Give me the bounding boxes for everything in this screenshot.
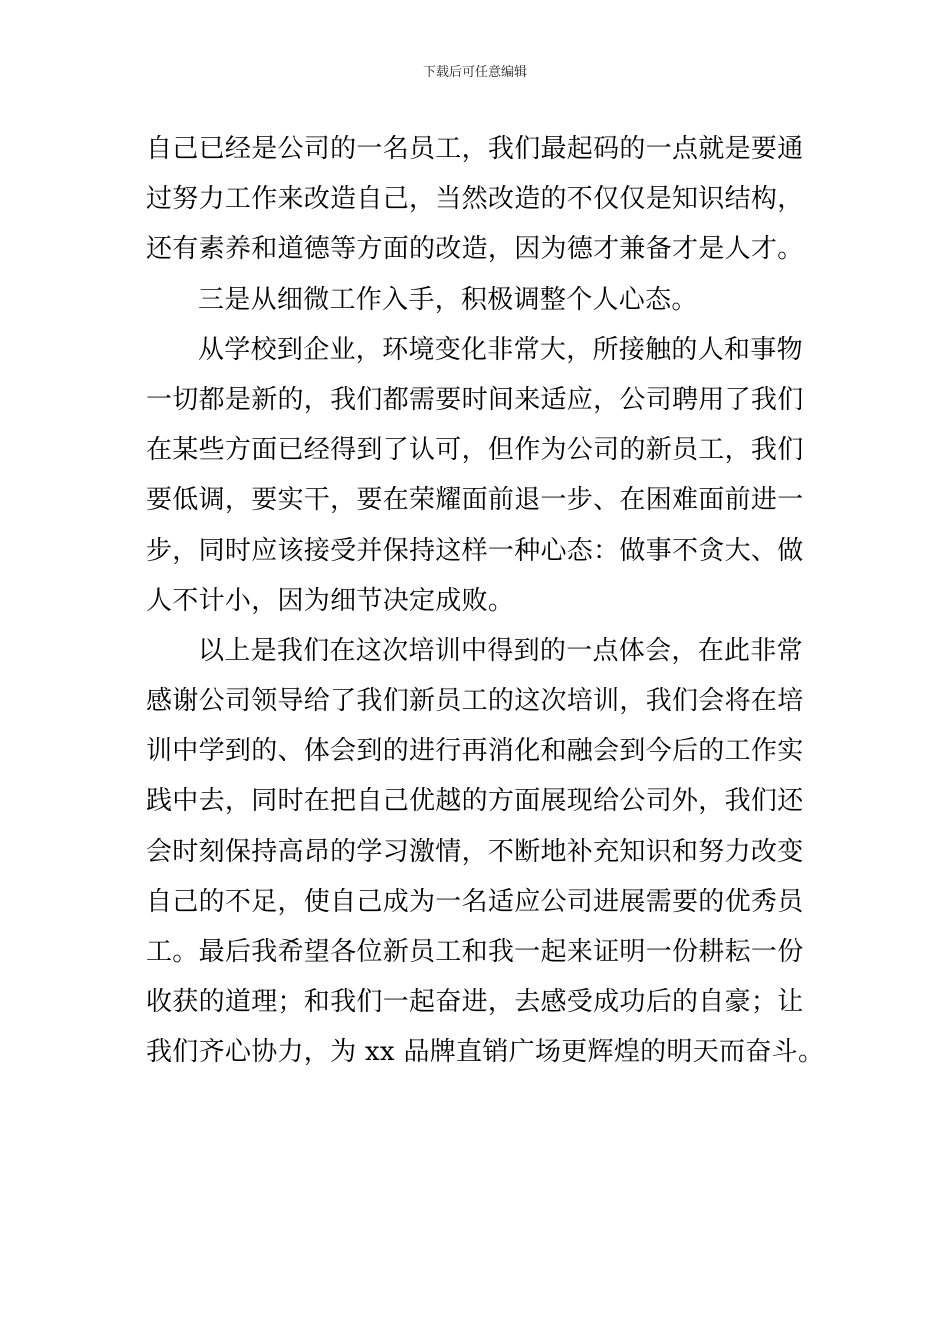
text-line: 在某些方面已经得到了认可，但作为公司的新员工，我们: [146, 435, 804, 466]
text-line: 自己已经是公司的一名员工，我们最起码的一点就是要通: [146, 134, 804, 164]
text-line: 三是从细微工作入手，积极调整个人心态。: [198, 284, 698, 315]
paragraph: [146, 626, 825, 1078]
page-header: 下载后可任意编辑: [422, 65, 527, 80]
text-line: 会时刻保持高昂的学习激情，不断地补充知识和努力改变: [146, 836, 804, 867]
text-line: 感谢公司领导给了我们新员工的这次培训，我们会将在培: [146, 686, 804, 717]
paragraph: [146, 124, 812, 275]
text-line: 还有素养和道德等方面的改造，因为德才兼备才是人才。: [146, 234, 804, 265]
document-body: [146, 124, 825, 1078]
text-line: 从学校到企业，环境变化非常大，所接触的人和事物: [198, 334, 803, 365]
text-line: 工。最后我希望各位新员工和我一起来证明一份耕耘一份: [146, 937, 804, 967]
text-line: 自己的不足，使自己成为一名适应公司进展需要的优秀员: [146, 886, 804, 917]
text-line: 我们齐心协力，为 xx 品牌直销广场更辉煌的明天而奋斗。: [146, 1037, 825, 1068]
text-line: 收获的道理；和我们一起奋进，去感受成功后的自豪；让: [146, 987, 804, 1018]
text-line: 要低调，要实干，要在荣耀面前退一步、在困难面前进一: [146, 485, 804, 516]
text-line: 一切都是新的，我们都需要时间来适应，公司聘用了我们: [146, 384, 804, 415]
text-line: 以上是我们在这次培训中得到的一点体会，在此非常: [198, 635, 803, 666]
text-line: 过努力工作来改造自己，当然改造的不仅仅是知识结构，: [146, 184, 804, 215]
paragraph-section-heading: [146, 275, 812, 325]
text-line: 训中学到的、体会到的进行再消化和融会到今后的工作实: [146, 736, 804, 767]
text-line: 人不计小，因为细节决定成败。: [146, 585, 515, 616]
paragraph: [146, 325, 812, 626]
text-line: 践中去，同时在把自己优越的方面展现给公司外，我们还: [146, 786, 804, 817]
text-line: 步，同时应该接受并保持这样一种心态：做事不贪大、做: [146, 535, 804, 566]
